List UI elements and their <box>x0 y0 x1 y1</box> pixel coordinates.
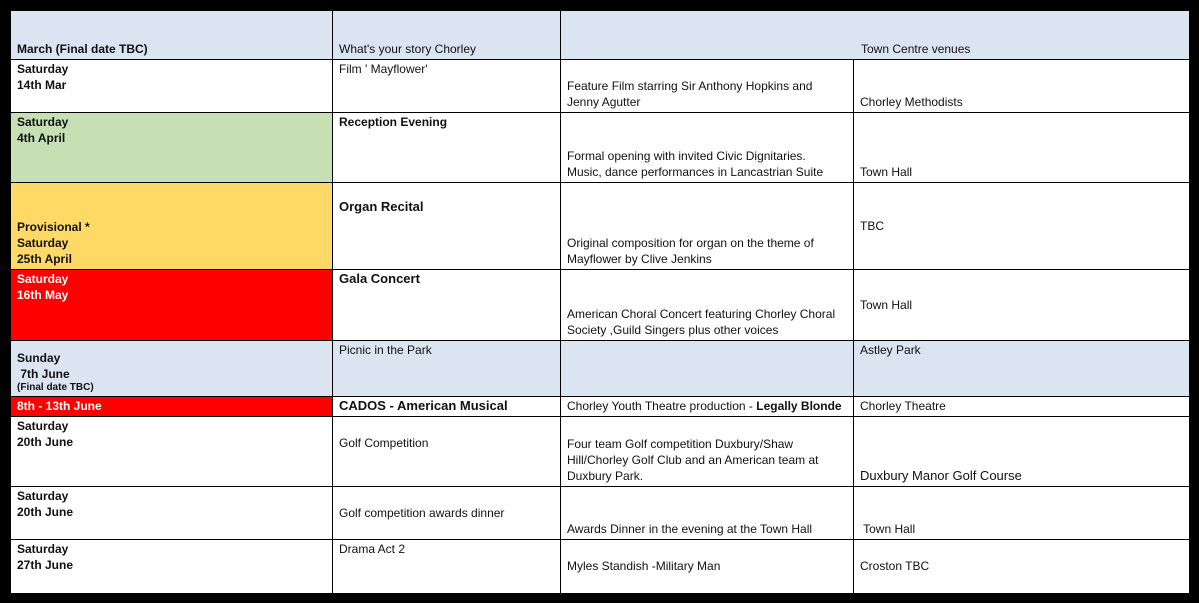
description-cell <box>561 60 854 113</box>
venue-name: Chorley Methodists <box>860 95 963 109</box>
event-title: Gala Concert <box>339 271 420 286</box>
date-cell <box>11 270 333 341</box>
table-row <box>11 487 1190 540</box>
description-cell <box>561 397 854 417</box>
header-row <box>11 11 1190 60</box>
date-note: (Final date TBC) <box>17 382 94 393</box>
table-row <box>11 270 1190 341</box>
event-title: CADOS - American Musical <box>339 398 508 413</box>
date-cell <box>11 397 333 417</box>
date-cell <box>11 540 333 594</box>
date-value: 14th Mar <box>17 78 67 92</box>
table-row <box>11 341 1190 397</box>
date-day: Saturday <box>17 115 69 129</box>
description-line: Duxbury Park. <box>567 469 644 483</box>
events-sheet <box>10 10 1189 593</box>
date-cell <box>11 113 333 183</box>
event-cell <box>333 270 561 341</box>
date-provisional: Provisional * <box>17 220 90 234</box>
header-venue-cell <box>561 11 1190 60</box>
header-date-label: March (Final date TBC) <box>17 42 148 56</box>
event-cell <box>333 60 561 113</box>
venue-cell <box>854 183 1190 270</box>
description-cell <box>561 113 854 183</box>
description-line: Chorley Youth Theatre production - <box>567 399 757 413</box>
description-line: Hill/Chorley Golf Club and an American team at <box>567 453 819 467</box>
date-cell <box>11 60 333 113</box>
description-line: Four team Golf competition Duxbury/Shaw <box>567 437 794 451</box>
event-title: Reception Evening <box>339 115 448 129</box>
event-title: Picnic in the Park <box>339 343 432 357</box>
venue-name: Croston TBC <box>860 559 930 573</box>
header-story-label: What's your story Chorley <box>339 42 476 56</box>
venue-cell <box>854 417 1190 487</box>
venue-name: Duxbury Manor Golf Course <box>860 468 1022 483</box>
venue-cell <box>854 397 1190 417</box>
description-cell <box>561 183 854 270</box>
header-date-cell <box>11 11 333 60</box>
date-value: 4th April <box>17 131 66 145</box>
table-row <box>11 540 1190 594</box>
venue-name: Chorley Theatre <box>860 399 946 413</box>
table-row <box>11 417 1190 487</box>
venue-cell <box>854 540 1190 594</box>
table-row <box>11 113 1190 183</box>
event-cell <box>333 183 561 270</box>
description-line: Feature Film starring Sir Anthony Hopkins and <box>567 79 813 93</box>
date-day: Saturday <box>17 489 69 503</box>
description-cell <box>561 341 854 397</box>
date-day: Saturday <box>17 272 69 286</box>
description-line: Myles Standish -Military Man <box>567 559 721 573</box>
venue-name: Town Hall <box>860 297 913 312</box>
venue-cell <box>854 60 1190 113</box>
description-cell <box>561 487 854 540</box>
venue-name: Town Hall <box>860 165 913 179</box>
date-day: Sunday <box>17 351 61 365</box>
venue-name: Town Hall <box>860 522 916 536</box>
date-cell <box>11 341 333 397</box>
venue-cell <box>854 113 1190 183</box>
date-cell <box>11 183 333 270</box>
venue-cell <box>854 341 1190 397</box>
venue-cell <box>854 487 1190 540</box>
event-title: Drama Act 2 <box>339 542 406 556</box>
description-line: Music, dance performances in Lancastrian Suite <box>567 165 824 179</box>
event-title: Organ Recital <box>339 199 424 214</box>
date-value: 20th June <box>17 435 74 449</box>
date-cell <box>11 487 333 540</box>
date-day: Saturday <box>17 419 69 433</box>
venue-name: TBC <box>860 218 884 233</box>
event-cell <box>333 397 561 417</box>
event-cell <box>333 113 561 183</box>
description-cell <box>561 417 854 487</box>
date-value: 7th June <box>17 367 70 381</box>
date-day: Saturday <box>17 542 69 556</box>
date-value: 16th May <box>17 288 69 302</box>
event-title: Golf Competition <box>339 436 429 450</box>
header-venue-label: Town Centre venues <box>861 42 971 56</box>
date-value: 8th - 13th June <box>17 399 102 413</box>
description-line: Society ,Guild Singers plus other voices <box>567 323 779 337</box>
description-cell <box>561 540 854 594</box>
venue-cell <box>854 270 1190 341</box>
event-cell <box>333 540 561 594</box>
production-title: Legally Blonde <box>756 399 842 413</box>
date-day: Saturday <box>17 236 69 250</box>
description-line: Jenny Agutter <box>567 95 641 109</box>
description-line: Awards Dinner in the evening at the Town Hall <box>567 522 813 536</box>
description-line: Mayflower by Clive Jenkins <box>567 252 712 266</box>
event-cell <box>333 417 561 487</box>
date-cell <box>11 417 333 487</box>
event-cell <box>333 487 561 540</box>
date-value: 27th June <box>17 558 74 572</box>
description-line: American Choral Concert featuring Chorley Choral <box>567 307 836 321</box>
description-line: Formal opening with invited Civic Dignitaries. <box>567 149 806 163</box>
description-cell <box>561 270 854 341</box>
table-row <box>11 183 1190 270</box>
event-title: Golf competition awards dinner <box>339 505 505 520</box>
venue-name: Astley Park <box>860 343 921 357</box>
description-line: Original composition for organ on the theme of <box>567 236 814 250</box>
header-story-cell <box>333 11 561 60</box>
table-row <box>11 60 1190 113</box>
date-value: 25th April <box>17 252 72 266</box>
events-table <box>10 10 1190 594</box>
date-day: Saturday <box>17 62 69 76</box>
date-value: 20th June <box>17 505 74 519</box>
event-title: Film ' Mayflower' <box>339 62 428 76</box>
table-row <box>11 397 1190 417</box>
event-cell <box>333 341 561 397</box>
